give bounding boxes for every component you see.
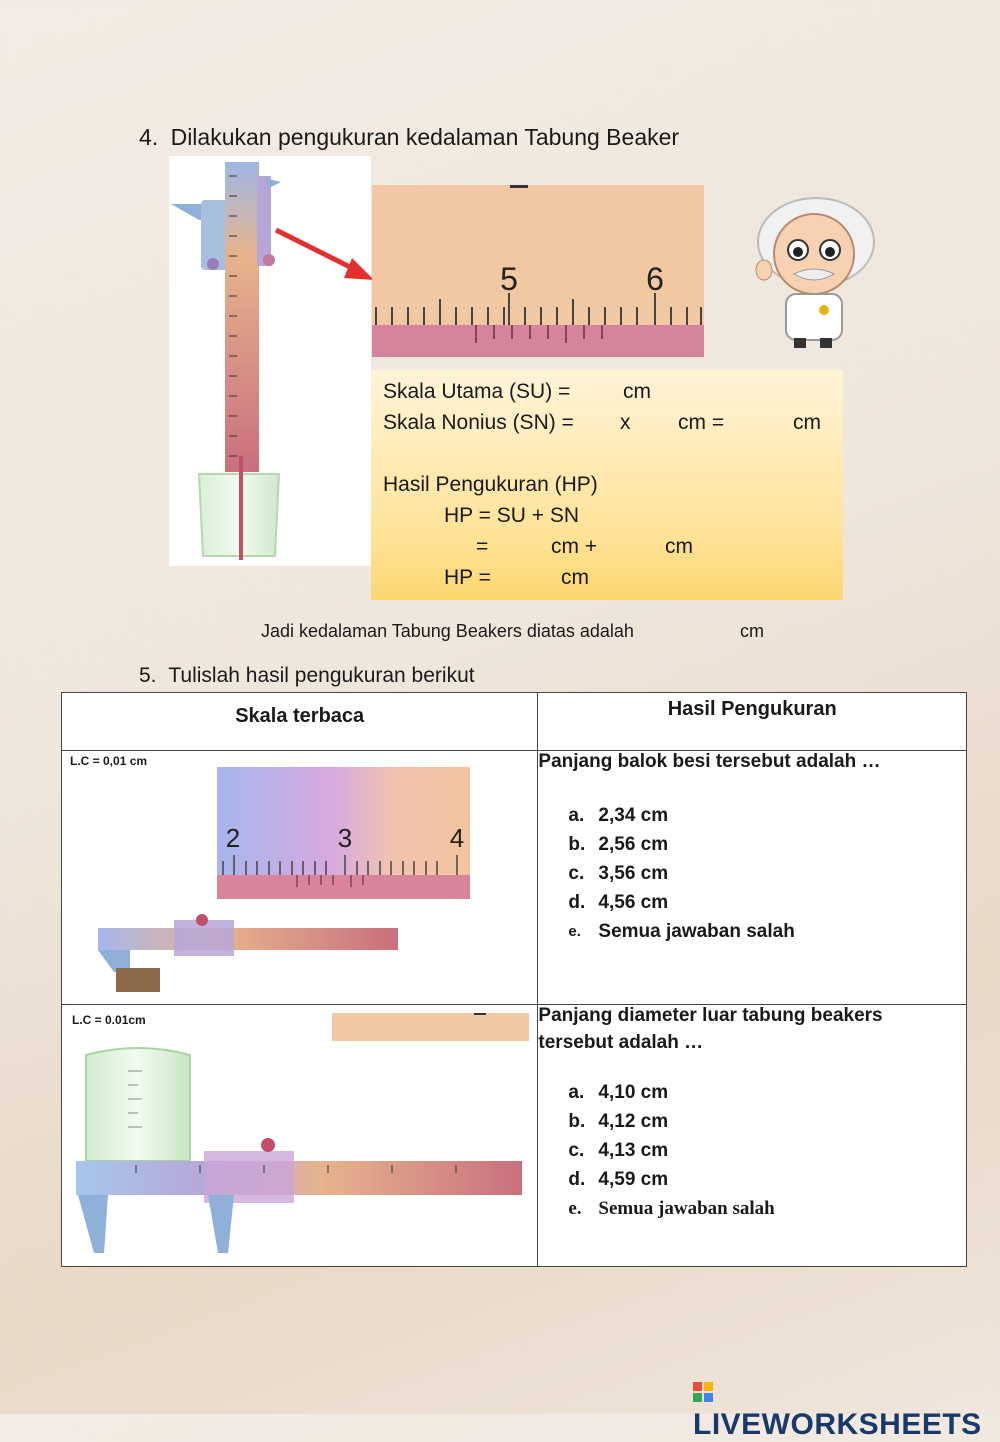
su-unit: cm	[623, 380, 651, 403]
row1-question: Panjang balok besi tersebut adalah …	[538, 751, 881, 772]
col-header-result: Hasil Pengukuran	[538, 693, 967, 751]
row1-zoomed-scale	[217, 767, 470, 899]
hp-result-label: HP =	[444, 566, 491, 589]
row2-caliper-image	[68, 1041, 536, 1263]
hp-result-unit: cm	[561, 566, 589, 589]
option-b[interactable]: b. 2,56 cm	[568, 833, 669, 855]
row1-scale-cell	[62, 751, 538, 1005]
depth-caliper-image	[169, 156, 371, 566]
eq-unit1: cm +	[551, 535, 598, 558]
row2-answer-cell	[538, 1005, 967, 1267]
liveworksheets-logo: LIVEWORKSHEETS	[693, 1374, 1000, 1442]
pointer-arrow	[272, 224, 376, 284]
option-a[interactable]: a. 2,34 cm	[568, 804, 669, 826]
col-header-scale: Skala terbaca	[62, 693, 538, 751]
scale-label: 6	[646, 261, 664, 297]
q4-conclusion: Jadi kedalaman Tabung Beakers diatas adalah	[261, 621, 634, 641]
sn-unit1: cm =	[678, 411, 725, 434]
q4-conclusion-unit: cm	[740, 621, 764, 641]
q4-zoomed-scale	[372, 185, 704, 357]
hp-label: Hasil Pengukuran (HP)	[383, 473, 598, 496]
q5-heading: 5. Tulislah hasil pengukuran berikut	[139, 664, 475, 687]
row2-scale-cell	[62, 1005, 538, 1267]
option-e[interactable]: e. Semua jawaban salah	[568, 920, 795, 942]
q4-heading: 4. Dilakukan pengukuran kedalaman Tabung Beaker	[139, 124, 680, 150]
scale-label: 5	[500, 261, 518, 297]
scale-label: 4	[449, 823, 465, 853]
option-a[interactable]: a. 4,10 cm	[568, 1081, 669, 1103]
results-table	[61, 692, 967, 1267]
option-d[interactable]: d. 4,56 cm	[568, 891, 669, 913]
option-c[interactable]: c. 4,13 cm	[568, 1139, 669, 1161]
hp-formula: HP = SU + SN	[444, 504, 580, 527]
row2-question-line2: tersebut adalah …	[538, 1032, 704, 1053]
row1-answer-cell	[538, 751, 967, 1005]
row2-least-count: L.C = 0.01cm	[72, 1013, 146, 1027]
row2-options	[568, 1078, 966, 1223]
option-d[interactable]: d. 4,59 cm	[568, 1168, 669, 1190]
sn-label: Skala Nonius (SN) =	[383, 411, 574, 434]
measurement-worksheet-box	[371, 370, 843, 600]
option-c[interactable]: c. 3,56 cm	[568, 862, 669, 884]
scale-label: 3	[337, 823, 353, 853]
sn-unit2: cm	[793, 411, 821, 434]
eq-sign: =	[476, 535, 489, 558]
row2-question-line1: Panjang diameter luar tabung beakers	[538, 1005, 883, 1026]
option-b[interactable]: b. 4,12 cm	[568, 1110, 669, 1132]
su-label: Skala Utama (SU) =	[383, 380, 571, 403]
scale-label: 2	[225, 823, 241, 853]
scientist-mascot	[746, 190, 878, 352]
eq-unit2: cm	[665, 535, 693, 558]
option-e[interactable]: e. Semua jawaban salah	[568, 1197, 775, 1219]
logo-blocks-icon	[693, 1382, 713, 1402]
row1-least-count: L.C = 0,01 cm	[70, 754, 148, 768]
row1-caliper-image	[94, 912, 409, 994]
sn-times: x	[620, 411, 631, 434]
row1-options	[568, 801, 966, 946]
